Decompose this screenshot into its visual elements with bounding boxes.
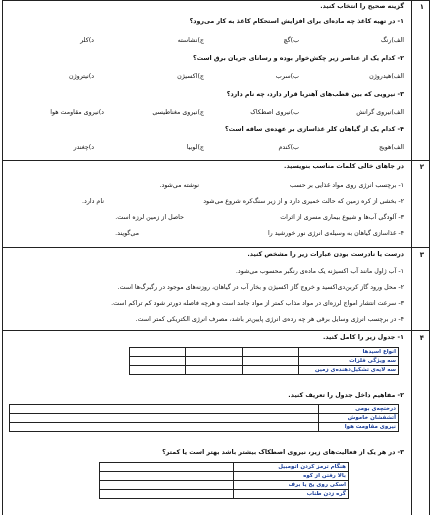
fill-blank-word: می‌گویند. (115, 230, 139, 237)
table-cell[interactable] (186, 357, 242, 366)
row-divider (3, 330, 429, 331)
option-b[interactable]: ب)نیروی اصطکاک (250, 109, 299, 116)
s1-question-3: ۳- نیرویی که بین قطب‌های آهنربا قرار دارد، چه نام دارد؟ (226, 91, 404, 98)
table-row-label: گره زدن طناب (234, 490, 349, 499)
option-a[interactable]: الف)نیروی گرانش (356, 109, 404, 116)
section4-q1: ۱- جدول زیر را کامل کنید. (322, 334, 404, 341)
section4-q3: ۳- در هر یک از فعالیت‌های زیر، نیروی اصطکاک بیشتر باشد بهتر است یا کمتر؟ (162, 449, 404, 456)
table-cell[interactable] (10, 423, 319, 432)
section3-heading: درست یا نادرست بودن عبارات زیر را مشخص کنید. (247, 251, 404, 258)
option-b[interactable]: ب)سرب (275, 73, 299, 80)
option-b[interactable]: ب)کندم (278, 144, 299, 151)
true-false-line-2: ۲- محل ورود گاز کربن‌دی‌اکسید و خروج گاز اکسیژن و بخار آب در گیاهان، روزنه‌های موجود در رگبرگ‌ها است. (117, 284, 404, 291)
section1-heading: گزینه صحیح را انتخاب کنید. (320, 3, 404, 10)
table-cell[interactable] (186, 366, 242, 375)
option-c[interactable]: ج)نیروی مغناطیسی (152, 109, 204, 116)
option-a[interactable]: الف)رنگ (380, 37, 404, 44)
table-row-label: نیروی مقاومت هوا (319, 423, 399, 432)
table-cell[interactable] (130, 357, 186, 366)
section-number: ۳ (419, 251, 424, 259)
option-c[interactable]: ج)لوبیا (186, 144, 204, 151)
table-cell[interactable] (100, 463, 234, 472)
option-d[interactable]: د)چغندر (73, 144, 94, 151)
table-cell[interactable] (100, 490, 234, 499)
s1-question-1: ۱- در تهیه کاغذ چه ماده‌ای برای افزایش استحکام کاغذ به کار می‌رود؟ (189, 18, 404, 25)
s1-question-4: ۴- کدام یک از گیاهان کلر غذاسازی بر عهده‌ی ساقه است؟ (225, 126, 404, 133)
table-cell[interactable] (130, 366, 186, 375)
row-divider (3, 160, 429, 161)
true-false-line-4: ۴- در برچسب انرژی وسایل برقی هر چه رده‌ی انرژی پایین‌تر باشد، مصرف انرژی الکتریکی کمتر است. (135, 316, 404, 323)
fill-blank-line-1: ۱- برچسب انرژی روی مواد غذایی بر حسب (290, 182, 404, 189)
section-number: ۱ (419, 3, 424, 11)
fill-blank-line-3: ۳- آلودگی آب‌ها و شیوع بیماری مسری از اثرات (280, 214, 404, 221)
s1-question-2: ۲- کدام یک از عناصر زیر چکش‌خوار بوده و رسانای جریان برق است؟ (193, 55, 404, 62)
fill-blank-line-4: ۴- غذاسازی گیاهان به وسیله‌ی انرژی نور خورشید را (267, 230, 404, 237)
table-cell[interactable] (242, 348, 298, 357)
section-number: ۴ (419, 334, 424, 342)
table-row-label: درختچه‌ی بومی (319, 405, 399, 414)
option-d[interactable]: د)کلر (80, 37, 94, 44)
option-c[interactable]: ج)اکسیژن (177, 73, 204, 80)
table-row-label: آتشفشان خاموش (319, 414, 399, 423)
table-row-label: انواع اسیدها (299, 348, 399, 357)
exam-frame (2, 0, 430, 515)
table-cell[interactable] (242, 366, 298, 375)
table-row-label: بالا رفتن از کوه (234, 472, 349, 481)
table-row-label: هنگام ترمز کردن اتومبیل (234, 463, 349, 472)
option-b[interactable]: ب)گچ (283, 37, 299, 44)
section-number: ۲ (419, 163, 424, 171)
table-friction (99, 462, 349, 499)
table-cell[interactable] (186, 348, 242, 357)
true-false-line-1: ۱- آب ژاول مانند آب اکسیژنه یک ماده‌ی رنگبر محسوب می‌شود. (235, 268, 404, 275)
fill-blank-word: حاصل از زمین لرزه است. (115, 214, 184, 221)
fill-blank-word: نوشته می‌شود. (159, 182, 199, 189)
table-row-label: اسکی روی یخ یا برف (234, 481, 349, 490)
option-a[interactable]: الف)هویج (378, 144, 404, 151)
fill-blank-line-2: ۲- بخشی از کره زمین که حالت خمیری دارد و از زیر سنگ‌کره شروع می‌شود (203, 198, 404, 205)
fill-blank-word: نام دارد. (82, 198, 104, 205)
section4-q2: ۲- مفاهیم داخل جدول را تعریف کنید. (288, 392, 404, 399)
table-row-label: سه ویژگی فلزات (299, 357, 399, 366)
option-a[interactable]: الف)هیدروژن (369, 73, 404, 80)
true-false-line-3: ۳- سرعت انتشار امواج لرزه‌ای در مواد مذاب کمتر از مواد جامد است و هرچه فاصله دورتر شود کم تراکم است. (111, 300, 404, 307)
row-divider (3, 0, 429, 1)
row-divider (3, 247, 429, 248)
option-c[interactable]: ج)نشاسته (177, 37, 204, 44)
option-d[interactable]: د)نیروی مقاومت هوا (50, 109, 104, 116)
table-row-label: سه لایه‌ی تشکیل‌دهنده‌ی زمین (299, 366, 399, 375)
table-cell[interactable] (100, 472, 234, 481)
section2-heading: در جاهای خالی کلمات مناسب بنویسید. (284, 163, 404, 170)
option-d[interactable]: د)نیتروژن (69, 73, 94, 80)
table-define (9, 404, 399, 432)
table-cell[interactable] (10, 405, 319, 414)
table-cell[interactable] (100, 481, 234, 490)
table-cell[interactable] (130, 348, 186, 357)
table-complete (129, 347, 399, 375)
table-cell[interactable] (242, 357, 298, 366)
table-cell[interactable] (10, 414, 319, 423)
